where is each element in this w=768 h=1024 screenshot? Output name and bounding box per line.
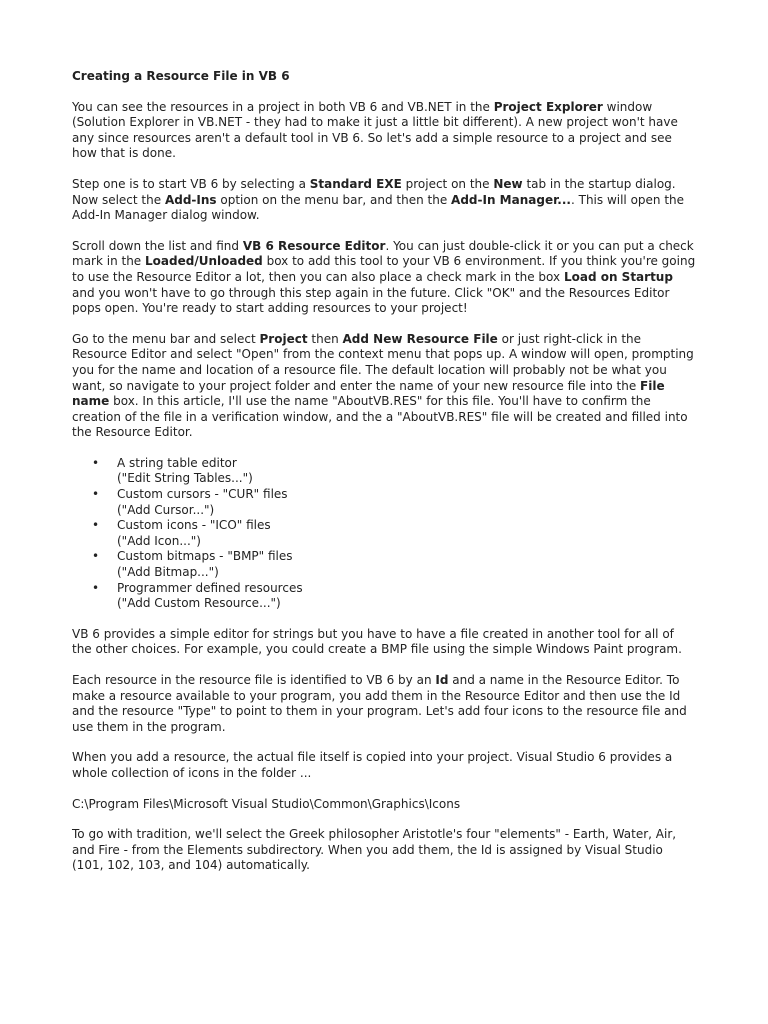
list-item-menu-command: ("Add Bitmap...") xyxy=(117,565,219,580)
paragraph-string-editor: VB 6 provides a simple editor for strings but you have to have a file created in another tool for all of the other choices. For example, you could create a BMP file using the simple Windows Paint program. xyxy=(72,626,682,657)
paragraph-icons-collection: When you add a resource, the actual file itself is copied into your project. Visual Studio 6 provides a whole collection of icons in the folder ... xyxy=(72,750,673,780)
paragraph-step-one: Step one is to start VB 6 by selecting a Standard EXE project on the New tab in the startup dialog. Now select the Add-Ins option on the menu bar, and then the Add-In Manager.... This will open the Add-In Manager dialog window. xyxy=(72,176,685,223)
list-item-label: Custom cursors - "CUR" files xyxy=(117,487,288,502)
bullet-icon: • xyxy=(92,455,100,470)
list-item-label: Custom bitmaps - "BMP" files xyxy=(117,549,293,564)
list-item-menu-command: ("Edit String Tables...") xyxy=(117,471,253,486)
list-item-label: Programmer defined resources xyxy=(117,580,303,595)
bullet-icon: • xyxy=(92,549,100,564)
list-item-label: A string table editor xyxy=(117,455,237,470)
paragraph-elements: To go with tradition, we'll select the Greek philosopher Aristotle's four "elements" - Earth, Water, Air, and Fire - from the Elements subdirectory. When you add them, the Id is assigned by Visual Studio (101, 102, 103, and 104) automatically. xyxy=(72,827,677,873)
bullet-icon: • xyxy=(92,487,100,502)
list-item-menu-command: ("Add Cursor...") xyxy=(117,502,215,517)
list-item xyxy=(72,487,696,518)
list-item xyxy=(72,581,696,612)
list-item xyxy=(72,518,696,549)
list-item xyxy=(72,549,696,580)
list-item-menu-command: ("Add Custom Resource...") xyxy=(117,596,281,611)
bullet-icon: • xyxy=(92,580,100,595)
document-title: Creating a Resource File in VB 6 xyxy=(72,69,290,83)
list-item-label: Custom icons - "ICO" files xyxy=(117,518,271,533)
paragraph-project-explorer: You can see the resources in a project in both VB 6 and VB.NET in the Project Explorer window (Solution Explorer in VB.NET - they had to make it just a little bit different). A new project won't have any since resources aren't a default tool in VB 6. So let's add a simple resource to a project and see how that is done. xyxy=(72,99,678,161)
resource-types-list xyxy=(72,456,696,612)
icons-folder-path: C:\Program Files\Microsoft Visual Studio\Common\Graphics\Icons xyxy=(72,796,461,811)
paragraph-resource-editor: Scroll down the list and find VB 6 Resource Editor. You can just double-click it or you can put a check mark in the Loaded/Unloaded box to add this tool to your VB 6 environment. If you think you're going to use the Resource Editor a lot, then you can also place a check mark in the box Load on Startup and you won't have to go through this step again in the future. Click "OK" and the Resources Editor pops open. You're ready to start adding resources to your project! xyxy=(72,238,696,316)
document-page xyxy=(72,69,696,889)
bullet-icon: • xyxy=(92,518,100,533)
paragraph-resource-id: Each resource in the resource file is identified to VB 6 by an Id and a name in the Resource Editor. To make a resource available to your program, you add them in the Resource Editor and then use the Id and the resource "Type" to point to them in your program. Let's add four icons to the resource file and use them in the program. xyxy=(72,673,687,734)
list-item-menu-command: ("Add Icon...") xyxy=(117,533,201,548)
list-item xyxy=(72,456,696,487)
paragraph-add-new-resource-file: Go to the menu bar and select Project then Add New Resource File or just right-click in the Resource Editor and select "Open" from the context menu that pops up. A window will open, prompting you for the name and location of a resource file. The default location will probably not be what you want, so navigate to your project folder and enter the name of your new resource file into the File name box. In this article, I'll use the name "AboutVB.RES" for this file. You'll have to confirm the creation of the file in a verification window, and the a "AboutVB.RES" file will be created and filled into the Resource Editor. xyxy=(72,331,694,440)
